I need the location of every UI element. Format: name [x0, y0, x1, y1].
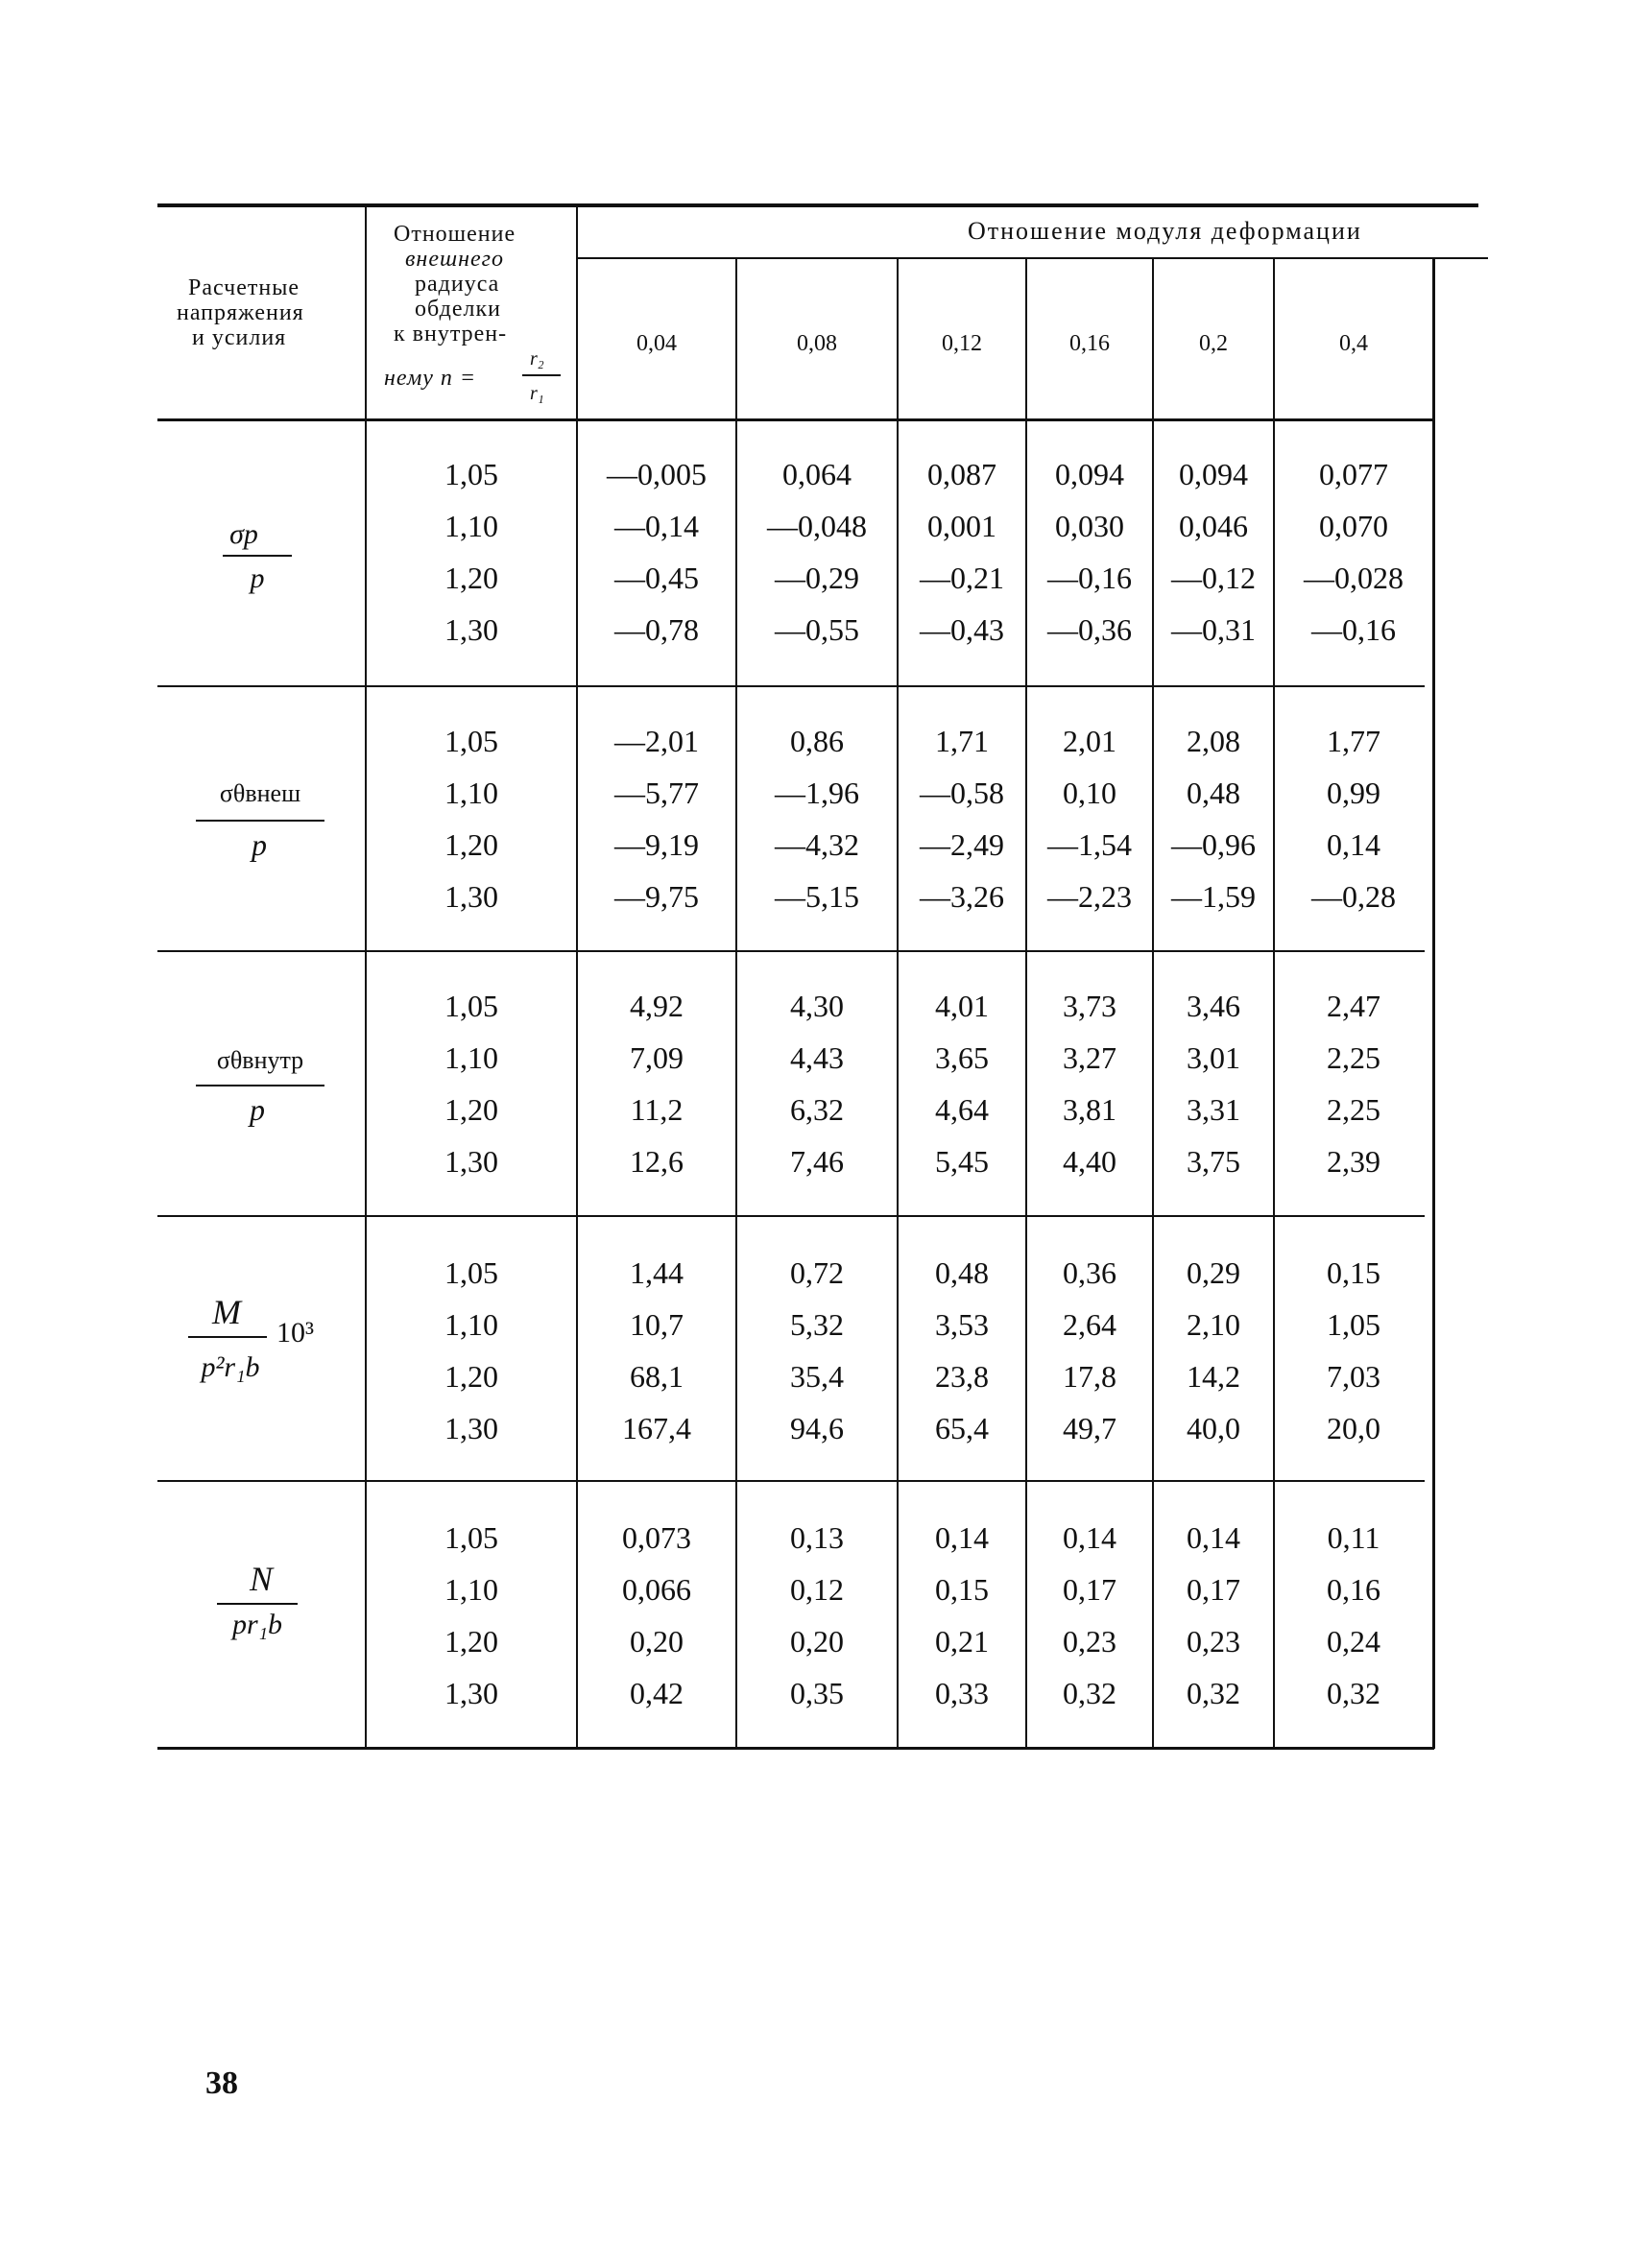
table-cell: 0,48 — [1187, 776, 1240, 810]
label-fraction-bar — [196, 1085, 324, 1086]
table-cell: —1,59 — [1171, 879, 1256, 914]
table-cell: —9,19 — [614, 827, 699, 862]
table-cell: 94,6 — [790, 1411, 844, 1445]
table-cell: —0,31 — [1171, 612, 1256, 647]
ratio-n-cell: 1,05 — [444, 457, 498, 491]
label-denominator: p — [252, 827, 267, 862]
table-cell: 0,15 — [1327, 1255, 1380, 1290]
table-cell: 0,16 — [1327, 1572, 1380, 1607]
table-cell: 0,001 — [927, 509, 996, 543]
table-cell: 3,27 — [1063, 1040, 1116, 1075]
table-cell: 3,46 — [1187, 989, 1240, 1023]
label-fraction-bar — [188, 1336, 267, 1338]
table-cell: 2,01 — [1063, 724, 1116, 758]
table-cell: 3,65 — [935, 1040, 989, 1075]
table-cell: —2,01 — [614, 724, 699, 758]
table-cell: 4,01 — [935, 989, 989, 1023]
table-cell: 12,6 — [630, 1144, 684, 1179]
label-multiplier: 10³ — [276, 1317, 314, 1349]
table-cell: 20,0 — [1327, 1411, 1380, 1445]
label-numerator: σθвнутр — [216, 1046, 304, 1074]
table-cell: 5,45 — [935, 1144, 989, 1179]
table-cell: —0,29 — [775, 561, 859, 595]
subcol-header: 0,2 — [1199, 331, 1228, 356]
table-cell: —3,26 — [920, 879, 1004, 914]
header-group-title: Отношение модуля деформации — [968, 217, 1362, 245]
table-cell: 0,12 — [790, 1572, 844, 1607]
table-cell: 0,094 — [1055, 457, 1124, 491]
table-cell: —0,12 — [1171, 561, 1256, 595]
table-cell: 3,01 — [1187, 1040, 1240, 1075]
label-fraction-bar — [223, 555, 292, 557]
header-formula-numerator: r₂ — [530, 348, 544, 370]
table-cell: 0,14 — [1327, 827, 1380, 862]
table-cell: 0,11 — [1327, 1520, 1380, 1555]
table-cell: 4,92 — [630, 989, 684, 1023]
col-divider-label — [365, 207, 367, 1747]
ratio-n-cell: 1,30 — [444, 612, 498, 647]
ratio-n-cell: 1,20 — [444, 561, 498, 595]
label-numerator: σp — [229, 518, 258, 550]
table-cell: —4,32 — [775, 827, 859, 862]
table-cell: 17,8 — [1063, 1359, 1116, 1394]
header-col-ratio-line: радиуса — [415, 272, 500, 297]
table-cell: 11,2 — [630, 1092, 684, 1127]
table-cell: 0,29 — [1187, 1255, 1240, 1290]
table-cell: 0,17 — [1187, 1572, 1240, 1607]
table-cell: 3,75 — [1187, 1144, 1240, 1179]
table-cell: 7,46 — [790, 1144, 844, 1179]
table-cell: 0,32 — [1187, 1676, 1240, 1710]
table-cell: 167,4 — [622, 1411, 691, 1445]
table-cell: —0,16 — [1311, 612, 1396, 647]
header-formula-prefix: нему n = — [384, 366, 477, 391]
col-divider-n — [576, 207, 578, 1747]
table-cell: —0,36 — [1047, 612, 1132, 647]
label-numerator: M — [212, 1293, 241, 1331]
header-bottom-rule — [157, 418, 1434, 421]
table-cell: —0,55 — [775, 612, 859, 647]
table-cell: 7,03 — [1327, 1359, 1380, 1394]
table-cell: 2,39 — [1327, 1144, 1380, 1179]
subcol-header: 0,04 — [636, 331, 677, 356]
table-cell: —0,028 — [1304, 561, 1404, 595]
table-cell: 68,1 — [630, 1359, 684, 1394]
ratio-n-cell: 1,05 — [444, 1255, 498, 1290]
section-rule-4 — [157, 1480, 1425, 1482]
table-cell: 49,7 — [1063, 1411, 1116, 1445]
table-bottom-rule — [157, 1747, 1434, 1750]
table-cell: 0,087 — [927, 457, 996, 491]
table-cell: —0,58 — [920, 776, 1004, 810]
table-cell: —5,15 — [775, 879, 859, 914]
group-title-underline — [578, 257, 1488, 259]
table-cell: —1,96 — [775, 776, 859, 810]
table-cell: 0,42 — [630, 1676, 684, 1710]
table-cell: 3,31 — [1187, 1092, 1240, 1127]
table-cell: —0,048 — [767, 509, 867, 543]
subcol-header: 0,08 — [797, 331, 837, 356]
header-formula-bar — [522, 374, 561, 376]
ratio-n-cell: 1,05 — [444, 1520, 498, 1555]
table-top-rule — [157, 203, 1478, 207]
table-cell: 0,14 — [1187, 1520, 1240, 1555]
table-cell: 2,25 — [1327, 1040, 1380, 1075]
table-cell: 0,077 — [1319, 457, 1388, 491]
label-denominator: pr₁b — [231, 1609, 283, 1640]
table-cell: 2,64 — [1063, 1307, 1116, 1342]
table-cell: 0,32 — [1327, 1676, 1380, 1710]
table-cell: 1,77 — [1327, 724, 1380, 758]
table-cell: 35,4 — [790, 1359, 844, 1394]
table-cell: 0,10 — [1063, 776, 1116, 810]
label-fraction-bar — [217, 1603, 298, 1605]
table-cell: 1,71 — [935, 724, 989, 758]
label-denominator: p — [250, 1092, 265, 1127]
table-cell: 0,14 — [1063, 1520, 1116, 1555]
header-col-label-line: напряжения — [177, 300, 304, 325]
table-cell: 6,32 — [790, 1092, 844, 1127]
table-cell: 2,25 — [1327, 1092, 1380, 1127]
label-fraction-bar — [196, 820, 324, 822]
table-cell: —1,54 — [1047, 827, 1132, 862]
ratio-n-cell: 1,10 — [444, 509, 498, 543]
table-cell: 0,20 — [790, 1624, 844, 1659]
table-cell: —5,77 — [614, 776, 699, 810]
ratio-n-cell: 1,30 — [444, 879, 498, 914]
table-cell: 0,14 — [935, 1520, 989, 1555]
table-cell: 65,4 — [935, 1411, 989, 1445]
header-col-label-line: и усилия — [192, 325, 287, 350]
table-cell: 0,15 — [935, 1572, 989, 1607]
table-cell: 0,20 — [630, 1624, 684, 1659]
header-col-ratio-line: к внутрен- — [394, 322, 508, 346]
table-cell: 23,8 — [935, 1359, 989, 1394]
table-cell: 0,073 — [622, 1520, 691, 1555]
table-cell: 2,08 — [1187, 724, 1240, 758]
table-cell: 4,64 — [935, 1092, 989, 1127]
ratio-n-cell: 1,05 — [444, 989, 498, 1023]
ratio-n-cell: 1,10 — [444, 1307, 498, 1342]
table-cell: 0,24 — [1327, 1624, 1380, 1659]
table-cell: 4,43 — [790, 1040, 844, 1075]
table-cell: 3,73 — [1063, 989, 1116, 1023]
table-cell: —2,49 — [920, 827, 1004, 862]
section-rule-2 — [157, 950, 1425, 952]
header-formula-denominator: r₁ — [530, 383, 544, 404]
table-cell: 0,32 — [1063, 1676, 1116, 1710]
table-right-rule — [1432, 259, 1435, 1749]
label-denominator: p — [250, 562, 265, 594]
table-cell: 3,53 — [935, 1307, 989, 1342]
ratio-n-cell: 1,10 — [444, 776, 498, 810]
table-cell: 0,064 — [782, 457, 852, 491]
table-cell: 0,23 — [1063, 1624, 1116, 1659]
table-cell: 0,046 — [1179, 509, 1248, 543]
table-cell: —0,28 — [1311, 879, 1396, 914]
table-cell: 40,0 — [1187, 1411, 1240, 1445]
ratio-n-cell: 1,05 — [444, 724, 498, 758]
table-cell: —0,21 — [920, 561, 1004, 595]
header-col-ratio-line: Отношение — [394, 222, 516, 247]
table-cell: 0,86 — [790, 724, 844, 758]
table-cell: 14,2 — [1187, 1359, 1240, 1394]
subcol-header: 0,16 — [1069, 331, 1110, 356]
ratio-n-cell: 1,20 — [444, 827, 498, 862]
table-cell: 0,066 — [622, 1572, 691, 1607]
table-cell: 0,99 — [1327, 776, 1380, 810]
table-cell: 0,23 — [1187, 1624, 1240, 1659]
table-cell: 0,72 — [790, 1255, 844, 1290]
table-cell: 2,47 — [1327, 989, 1380, 1023]
header-col-ratio-line: внешнего — [405, 247, 505, 272]
table-cell: 2,10 — [1187, 1307, 1240, 1342]
table-cell: 0,13 — [790, 1520, 844, 1555]
table-cell: 0,36 — [1063, 1255, 1116, 1290]
table-cell: —0,16 — [1047, 561, 1132, 595]
label-numerator: σθвнеш — [219, 779, 301, 807]
table-cell: —0,14 — [614, 509, 699, 543]
section-rule-3 — [157, 1215, 1425, 1217]
table-cell: 4,40 — [1063, 1144, 1116, 1179]
table-cell: 0,030 — [1055, 509, 1124, 543]
header-col-ratio-line: обделки — [415, 297, 501, 322]
table-cell: —0,96 — [1171, 827, 1256, 862]
table-cell: —0,78 — [614, 612, 699, 647]
ratio-n-cell: 1,10 — [444, 1040, 498, 1075]
table-cell: 0,070 — [1319, 509, 1388, 543]
subcol-header: 0,4 — [1339, 331, 1368, 356]
table-cell: 0,35 — [790, 1676, 844, 1710]
subcol-header: 0,12 — [942, 331, 982, 356]
table-cell: —0,45 — [614, 561, 699, 595]
table-cell: 0,48 — [935, 1255, 989, 1290]
table-cell: 0,17 — [1063, 1572, 1116, 1607]
table-cell: 0,33 — [935, 1676, 989, 1710]
table-cell: —0,005 — [607, 457, 707, 491]
ratio-n-cell: 1,10 — [444, 1572, 498, 1607]
ratio-n-cell: 1,30 — [444, 1676, 498, 1710]
table-cell: 1,05 — [1327, 1307, 1380, 1342]
ratio-n-cell: 1,30 — [444, 1411, 498, 1445]
ratio-n-cell: 1,30 — [444, 1144, 498, 1179]
table-cell: 5,32 — [790, 1307, 844, 1342]
page-number: 38 — [205, 2065, 238, 2101]
ratio-n-cell: 1,20 — [444, 1624, 498, 1659]
table-cell: 0,21 — [935, 1624, 989, 1659]
table-cell: —0,43 — [920, 612, 1004, 647]
label-denominator: p²r₁b — [201, 1351, 260, 1383]
header-col-label-line: Расчетные — [188, 275, 300, 300]
table-cell: 3,81 — [1063, 1092, 1116, 1127]
table-cell: —9,75 — [614, 879, 699, 914]
table-cell: 0,094 — [1179, 457, 1248, 491]
table-cell: 4,30 — [790, 989, 844, 1023]
table-cell: 7,09 — [630, 1040, 684, 1075]
table-cell: —2,23 — [1047, 879, 1132, 914]
section-rule-1 — [157, 685, 1425, 687]
ratio-n-cell: 1,20 — [444, 1092, 498, 1127]
table-cell: 10,7 — [630, 1307, 684, 1342]
table-cell: 1,44 — [630, 1255, 684, 1290]
label-numerator: N — [249, 1560, 273, 1598]
ratio-n-cell: 1,20 — [444, 1359, 498, 1394]
